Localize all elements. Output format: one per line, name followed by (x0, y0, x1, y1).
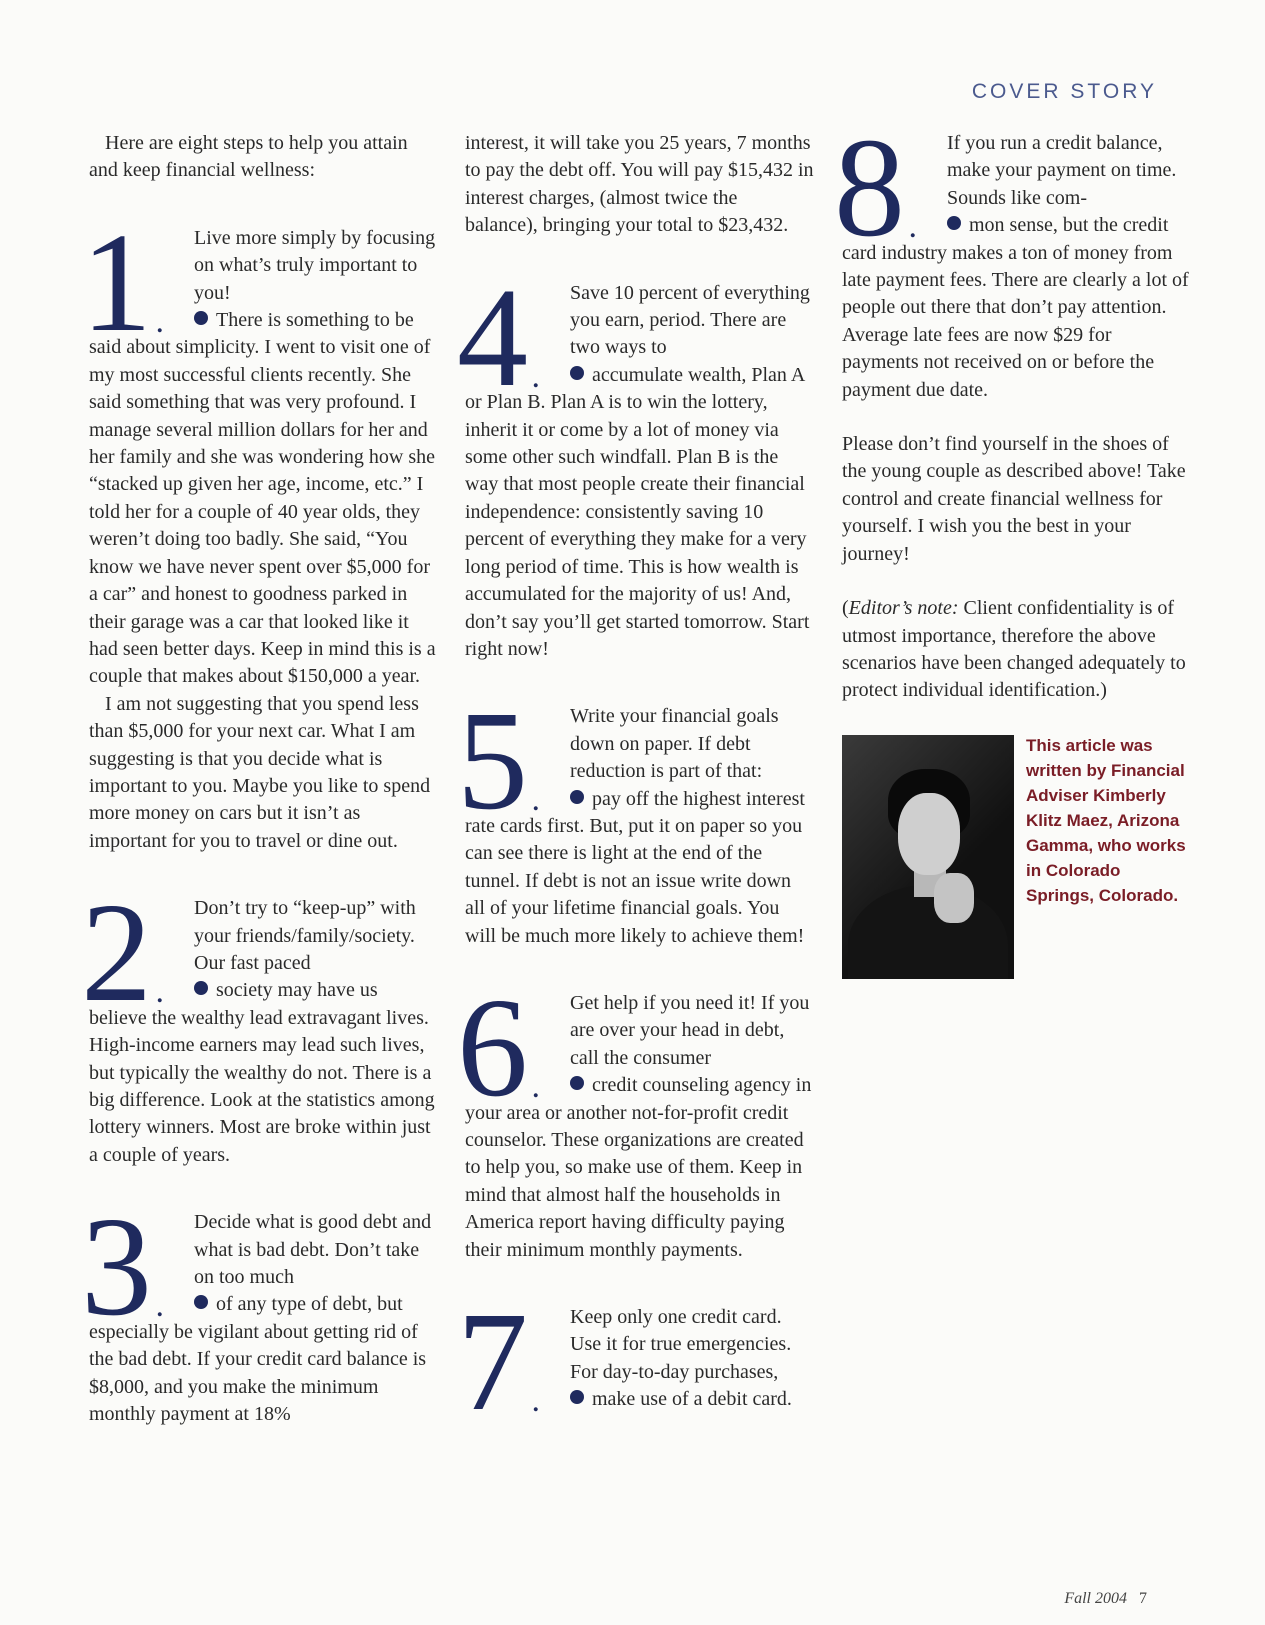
step-3-continuation: interest, it will take you 25 years, 7 months to pay the debt off. You will pay $15,432 in interest charges, (almost twice the balance), bringing your total to $23,432. (465, 132, 814, 237)
step-number: 6 . (457, 967, 540, 1126)
section-label: COVER STORY (971, 80, 1157, 103)
issue-label: Fall 2004 (1064, 1590, 1127, 1607)
bullet-icon (570, 1390, 584, 1404)
step-lead: Decide what is good debt and what is bad debt. Don’t take on too much (194, 1211, 432, 1289)
step-6 (457, 967, 815, 1264)
step-number: 7 . (457, 1282, 540, 1441)
page-number: 7 (1139, 1590, 1147, 1607)
column-1 (81, 130, 439, 1428)
step-body: mon sense, but the credit card industry makes a ton of money from late payment fees. There are clearly a lot of people out there that don’t pay attention. Average late fees are now $29 for payments not received on or before the payment due date. (842, 214, 1189, 401)
page-footer (1064, 1590, 1147, 1608)
step-lead: Live more simply by focusing on what’s truly important to you! (194, 226, 436, 304)
editor-note-label: Editor’s note: (848, 597, 959, 620)
step-number: 5 . (457, 681, 540, 840)
step-lead: Get help if you need it! If you are over your head in debt, call the consumer (570, 991, 810, 1069)
step-8 (834, 108, 1192, 404)
step-body-continued: I am not suggesting that you spend less than $5,000 for your next car. What I am suggesting is that you decide what is important to you. Maybe you like to spend more money on cars but it isn’t as important for you to travel or dine out. (89, 692, 431, 852)
step-lead: Keep only one credit card. Use it for true emergencies. For day-to-day purchases, (570, 1306, 792, 1383)
bullet-icon (194, 311, 208, 325)
step-4 (457, 257, 815, 664)
bullet-icon (570, 366, 584, 380)
step-number: 4 . (457, 257, 540, 416)
step-number: 8 . (834, 108, 917, 266)
bullet-icon (570, 790, 584, 804)
step-lead: If you run a credit balance, make your payment on time. Sounds like com- (947, 132, 1177, 209)
step-body: of any type of debt, but especially be vigilant about getting rid of the bad debt. If your credit card balance is $8,000, and you make the minimum monthly payment at 18% (89, 1293, 427, 1426)
author-photo (842, 735, 1014, 979)
step-number: 2 . (81, 873, 164, 1032)
step-body: accumulate wealth, Plan A or Plan B. Plan A is to win the lottery, inherit it or come by a lot of money via some other such windfall. Plan B is the way that most people create their financial independence: consistently saving 10 percent of everything they make for a very long period of time. This is how wealth is accumulated for the majority of us! And, don’t say you’ll get started tomorrow. Start right now! (465, 363, 810, 660)
bullet-icon (194, 1295, 208, 1309)
editor-note: (Editor’s note: Client confidentiality is of utmost importance, therefore the above scenarios have been changed adequately to protect individual identification.) (842, 597, 1186, 702)
step-number: 1 . (81, 202, 164, 361)
intro-paragraph: Here are eight steps to help you attain and keep financial wellness: (89, 132, 408, 182)
step-lead: Don’t try to “keep-up” with your friends/family/society. Our fast paced (194, 897, 416, 974)
step-body: society may have us believe the wealthy lead extravagant lives. High-income earners may lead such lives, but typically the wealthy do not. There is a big difference. Look at the statistics among lottery winners. Most are broke within just a couple of years. (89, 979, 435, 1166)
step-1 (81, 202, 439, 855)
bullet-icon (194, 981, 208, 995)
step-3 (81, 1187, 439, 1428)
step-5 (457, 681, 815, 950)
step-7 (457, 1282, 815, 1441)
author-block (842, 735, 1192, 979)
author-caption: This article was written by Financial Adviser Kimberly Klitz Maez, Arizona Gamma, who works in Colorado Springs, Colorado. (1026, 735, 1186, 905)
bullet-icon (570, 1076, 584, 1090)
column-2 (457, 130, 815, 1441)
step-body: make use of a debit card. (465, 1386, 815, 1413)
bullet-icon (947, 216, 961, 230)
step-lead: Save 10 percent of everything you earn, period. There are two ways to (570, 281, 810, 359)
step-body: pay off the highest interest rate cards first. But, put it on paper so you can see there is light at the end of the tunnel. If debt is not an issue write down all of your lifetime financial goals. You will be much more likely to achieve them! (465, 787, 805, 947)
step-lead: Write your financial goals down on paper. If debt reduction is part of that: (570, 705, 779, 783)
step-body: There is something to be said about simplicity. I went to visit one of my most successful clients recently. She said something that was very profound. I manage several million dollars for her and her family and she was wondering how she “stacked up given her age, income, etc.” I told her for a couple of 40 year olds, they weren’t doing too badly. She said, “You know we have never spent over $5,000 for a car” and honest to goodness parked in their garage was a car that looked like it had seen better days. Keep in mind this is a couple that makes about $150,000 a year. (89, 309, 436, 688)
step-number: 3 . (81, 1187, 164, 1346)
closing-paragraph: Please don’t find yourself in the shoes of the young couple as described above! Take control and create financial wellness for yourself. I wish you the best in your journey! (842, 433, 1186, 565)
step-body: credit counseling agency in your area or another not-for-profit credit counselor. These organizations are created to help you, so make use of them. Keep in mind that almost half the households in America report having difficulty paying their minimum monthly payments. (465, 1074, 812, 1261)
column-3 (834, 108, 1192, 979)
step-2 (81, 873, 439, 1169)
